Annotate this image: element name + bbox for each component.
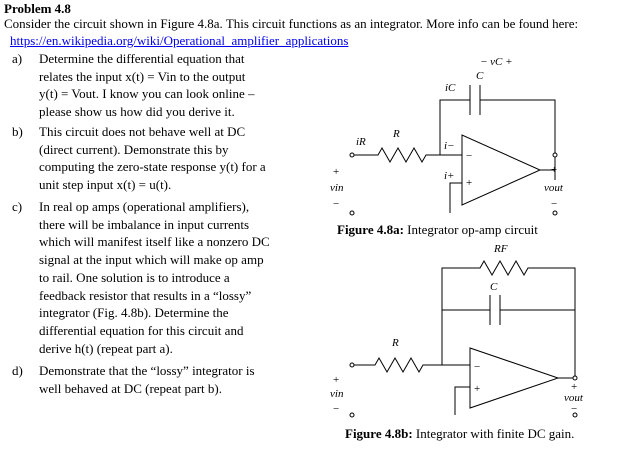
vout-plus-label: +: [571, 381, 578, 393]
c-label: C: [476, 70, 484, 82]
part-b-label: b): [12, 124, 23, 139]
vin-terminal-bottom: [350, 413, 354, 417]
part-a-line: relates the input x(t) = Vin to the output: [39, 68, 246, 84]
vout-minus-label: −: [551, 198, 558, 210]
part-d: [12, 362, 332, 398]
opamp-triangle: [462, 135, 540, 205]
vc-label: − vC +: [480, 56, 513, 68]
part-b: [12, 123, 332, 195]
vout-terminal-bottom: [553, 211, 557, 215]
noninverting-input-wire: [450, 183, 462, 213]
iplus-label: i+: [444, 170, 455, 182]
vout-terminal-top: [573, 376, 577, 380]
caption-figure-a-bold: Figure 4.8a:: [337, 222, 404, 237]
vout-label: vout: [544, 182, 563, 194]
caption-figure-a-text: Integrator op-amp circuit: [403, 222, 538, 237]
part-c: [12, 198, 332, 360]
part-a-line: please show us how did you derive it.: [39, 104, 235, 120]
caption-figure-b-text: Integrator with finite DC gain.: [412, 426, 575, 441]
opamp-triangle: [470, 348, 558, 408]
part-c-line: integrator (Fig. 4.8b). Determine the: [39, 305, 229, 321]
part-c-line: feedback resistor that results in a “lossy”: [39, 287, 252, 303]
vin-plus-label: +: [333, 374, 340, 386]
circuit-figure-a: [330, 55, 580, 220]
vin-label: vin: [330, 182, 344, 194]
feedback-wire: [440, 100, 558, 180]
vout-label: vout: [564, 392, 583, 404]
part-d-line: well behaved at DC (repeat part b).: [39, 380, 223, 396]
vin-plus-label: +: [333, 166, 340, 178]
problem-title: Problem 4.8: [4, 1, 71, 16]
caption-figure-b-bold: Figure 4.8b:: [345, 426, 413, 441]
part-c-label: c): [12, 199, 23, 214]
rf-label: RF: [494, 243, 508, 255]
capacitor-c: [470, 85, 494, 115]
part-a-line: Determine the differential equation that: [39, 51, 245, 66]
opamp-minus-label: −: [466, 150, 473, 162]
part-c-line: there will be imbalance in input currents: [39, 216, 250, 232]
vin-minus-label: −: [333, 198, 340, 210]
ic-label: iC: [445, 82, 456, 94]
vin-label: vin: [330, 388, 344, 400]
wikipedia-link[interactable]: https://en.wikipedia.org/wiki/Operational_amplifier_applications: [10, 33, 349, 48]
part-d-line: Demonstrate that the “lossy” integrator is: [39, 363, 255, 378]
caption-figure-b: [345, 426, 574, 442]
r-label: R: [393, 128, 400, 140]
part-b-line: computing the zero-state response y(t) for a: [39, 159, 266, 175]
noninverting-input-wire: [455, 387, 470, 415]
vin-terminal-top: [350, 153, 354, 157]
part-b-line: This circuit does not behave well at DC: [39, 124, 246, 139]
part-b-line: unit step input x(t) = u(t).: [39, 177, 172, 193]
circuit-figure-b: [330, 240, 590, 425]
part-d-label: d): [12, 363, 23, 378]
resistor-r: [354, 148, 440, 162]
vin-minus-label: −: [333, 403, 340, 415]
vin-terminal-top: [350, 363, 354, 367]
part-b-line: (direct current). Demonstrate this by: [39, 141, 229, 157]
part-a-line: y(t) = Vout. I know you can look online –: [39, 86, 255, 102]
part-c-line: In real op amps (operational amplifiers),: [39, 199, 250, 214]
vout-minus-label: −: [571, 403, 578, 415]
part-c-line: which will manifest itself like a nonzero DC: [39, 234, 270, 250]
part-a-label: a): [12, 51, 23, 66]
caption-figure-a: [337, 222, 538, 238]
part-a: [12, 50, 332, 122]
ir-label: iR: [356, 136, 366, 148]
resistor-rf: [442, 261, 575, 380]
c-label: C: [490, 281, 498, 293]
resistor-r: [354, 358, 442, 372]
part-c-line: differential equation for this circuit and: [39, 322, 244, 338]
opamp-minus-label: −: [474, 361, 481, 373]
iminus-label: i−: [444, 140, 455, 152]
vin-terminal-bottom: [350, 211, 354, 215]
part-c-line: signal at the input which will make op amp: [39, 252, 264, 268]
part-c-line: derive h(t) (repeat part a).: [39, 340, 173, 356]
problem-intro: Consider the circuit shown in Figure 4.8a. This circuit functions as an integrator. More info can be found here:: [4, 16, 579, 31]
vout-plus-label: +: [551, 164, 558, 176]
part-c-line: to rail. One solution is to introduce a: [39, 269, 230, 285]
vout-terminal-top: [553, 153, 557, 157]
r-label: R: [392, 337, 399, 349]
opamp-plus-label: +: [466, 177, 473, 189]
opamp-plus-label: +: [474, 383, 481, 395]
capacitor-c: [442, 295, 575, 325]
